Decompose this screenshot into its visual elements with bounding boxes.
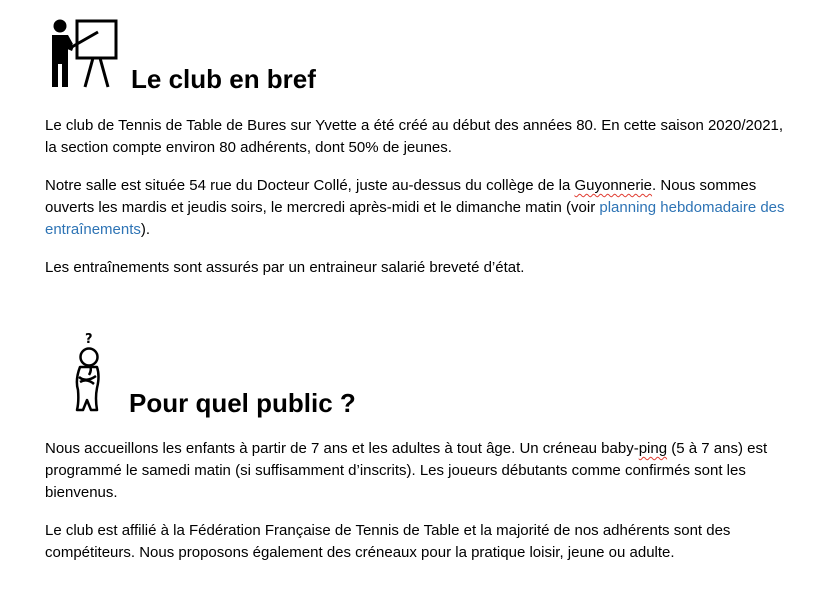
paragraph-club-intro: Le club de Tennis de Table de Bures sur Yvette a été créé au début des années 80. En cette saison 2020/2021, la section compte environ 80 adhérents, dont 50% de jeunes. bbox=[45, 117, 784, 156]
svg-text:?: ? bbox=[85, 332, 93, 347]
planning-link[interactable]: planning hebdomadaire des entraînements bbox=[45, 199, 785, 238]
audience-text-end: (5 à 7 ans) est programmé le samedi matin (si suffisamment d’inscrits). Les joueurs débutants comme confirmés sont les bienvenus. bbox=[45, 440, 768, 501]
location-text-start: Notre salle est située 54 rue du Docteur Collé, juste au-dessus du collège de la bbox=[45, 177, 575, 194]
section-heading-club: Le club en bref bbox=[131, 64, 316, 94]
location-text-end: ). bbox=[140, 221, 151, 238]
paragraph-public-federation: Le club est affilié à la Fédération Française de Tennis de Table et la majorité de nos adhérents sont des compétiteurs. Nous proposons également des créneaux pour la pratique loisir, jeune ou adulte. bbox=[45, 522, 731, 561]
paragraph-public-audience bbox=[45, 438, 790, 504]
location-text-middle: . Nous sommes ouverts les mardis et jeudis soirs, le mercredi après-midi et le dimanche matin (voir bbox=[45, 177, 757, 216]
spellcheck-word-ping: ping bbox=[638, 440, 668, 457]
paragraph-club-location bbox=[45, 175, 790, 241]
section-heading-public: Pour quel public ? bbox=[129, 388, 356, 418]
person-thinking-question-icon bbox=[70, 330, 106, 412]
teacher-presentation-icon bbox=[48, 18, 120, 90]
spellcheck-word-guyonnerie: Guyonnerie bbox=[574, 177, 653, 194]
audience-text-start: Nous accueillons les enfants à partir de 7 ans et les adultes à tout âge. Un créneau baby- bbox=[45, 440, 639, 457]
paragraph-club-coaching: Les entraînements sont assurés par un entraineur salarié breveté d’état. bbox=[45, 259, 525, 276]
